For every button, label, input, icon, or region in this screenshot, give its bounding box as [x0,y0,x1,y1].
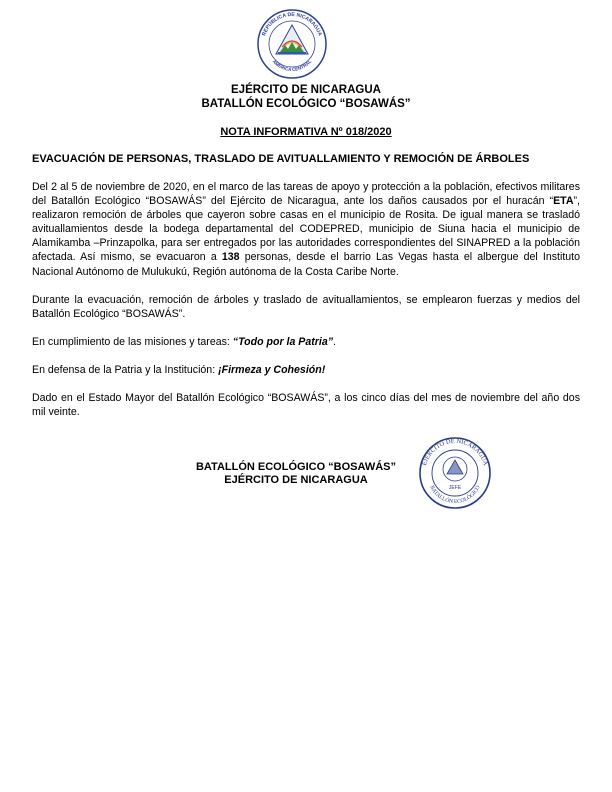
document-body [32,180,580,433]
header-army-name: EJÉRCITO DE NICARAGUA [231,84,381,96]
motto-patria: “Todo por la Patria” [232,335,334,348]
paragraph-1: Del 2 al 5 de noviembre de 2020, en el marco de las tareas de apoyo y protección a la población, efectivos militares del Batallón Ecológico “BOSAWÁS” del Ejército de Nicaragua, ante los daños causados por el huracán “ETA”, realizaron remoción de árboles que cayeron sobre casas en el municipio de Rosita. De igual manera se trasladó avituallamientos desde la bodega departamental del CODEPRED, municipio de Siuna hacia el municipio de Alamikamba –Prinzapolka, para ser entregados por las autoridades correspondientes del SINAPRED a la población afectada. Así mismo, se evacuaron a 138 personas, desde el barrio Las Vegas hasta el albergue del Instituto Nacional Autónomo de Mulukukú, Región autónoma de la Costa Caribe Norte. [32,181,580,278]
subject-heading: EVACUACIÓN DE PERSONAS, TRASLADO DE AVITUALLAMIENTO Y REMOCIÓN DE ÁRBOLES [32,153,530,165]
evacuee-count: 138 [221,251,240,264]
signature-army: EJÉRCITO DE NICARAGUA [224,474,368,486]
paragraph-2: Durante la evacuación, remoción de árboles y traslado de avituallamientos, se emplearon fuerzas y medios del Batallón Ecológico “BOSAWÁS”. [32,293,580,320]
svg-text:JEFE: JEFE [448,485,462,491]
svg-text:BATALLÓN ECOLÓGICO: BATALLÓN ECOLÓGICO [428,484,482,506]
official-stamp [418,436,492,510]
hurricane-name: ETA [553,195,574,208]
svg-text:AMÉRICA CENTRAL: AMÉRICA CENTRAL [271,58,313,73]
signature-block [176,461,416,487]
signature-battalion: BATALLÓN ECOLÓGICO “BOSAWÁS” [195,461,397,473]
paragraph-3: En cumplimiento de las misiones y tareas: “Todo por la Patria”. [32,335,336,348]
header-battalion-name: BATALLÓN ECOLÓGICO “BOSAWÁS” [201,98,411,110]
nota-title: NOTA INFORMATIVA Nº 018/2020 [220,126,392,138]
document-header [0,83,612,111]
paragraph-4: En defensa de la Patria y la Institución: ¡Firmeza y Cohesión! [32,363,326,376]
svg-text:REPÚBLICA DE NICARAGUA: REPÚBLICA DE NICARAGUA [261,11,323,37]
motto-firmeza: ¡Firmeza y Cohesión! [218,363,326,376]
national-seal-logo [256,8,328,80]
svg-text:EJÉRCITO DE NICARAGUA: EJÉRCITO DE NICARAGUA [421,437,489,467]
paragraph-5: Dado en el Estado Mayor del Batallón Ecológico “BOSAWÁS”, a los cinco días del mes de noviembre del año dos mil veinte. [32,392,580,419]
